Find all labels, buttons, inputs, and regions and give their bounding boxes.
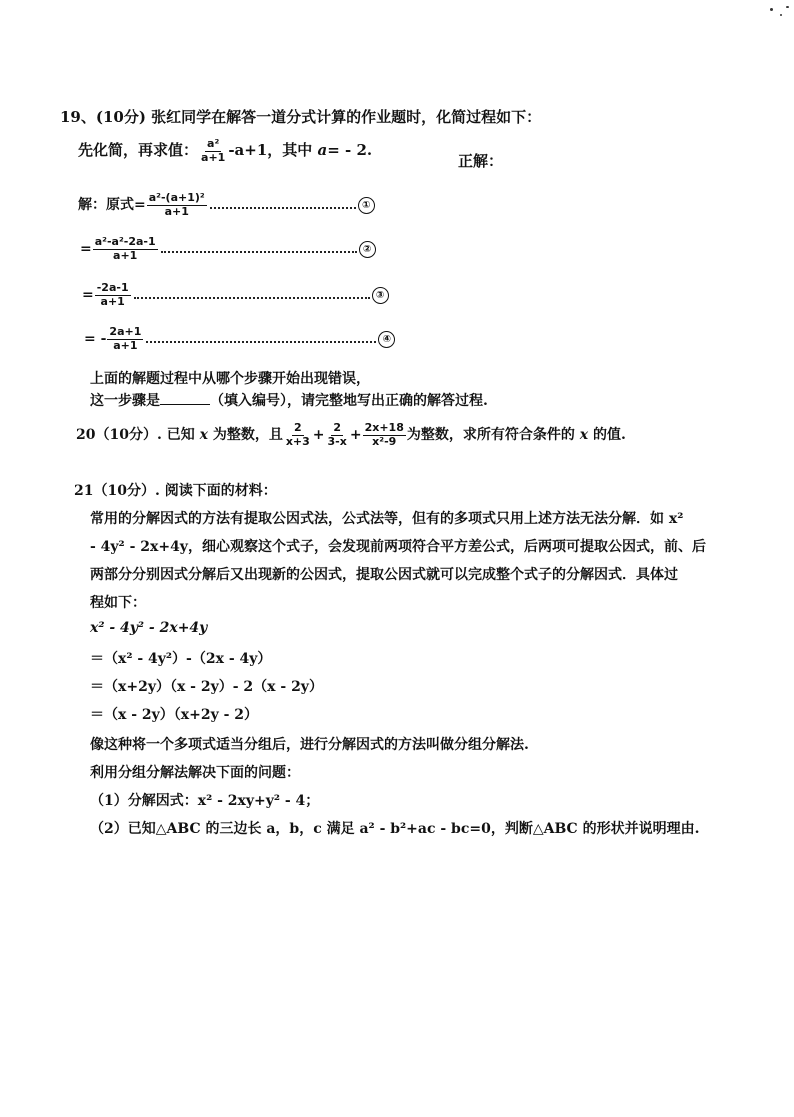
q20-suffix: 为整数，求所有符合条件的: [406, 427, 575, 444]
step-equals-minus: = -: [84, 331, 107, 348]
fraction-denominator: a+1: [201, 150, 226, 164]
scan-speck: [786, 6, 789, 8]
scan-speck: [780, 14, 782, 16]
fraction-denominator: x+3: [285, 434, 310, 448]
step-marker: ③: [372, 287, 389, 304]
q19-correct-label: 正解：: [458, 152, 504, 170]
q21-para-line4: 程如下：: [90, 595, 146, 611]
q20-mid: 为整数，且: [212, 427, 283, 444]
q19-question-line2: [90, 390, 488, 410]
q20-suffix-var: x: [579, 427, 589, 444]
q20-suffix-end: 的值.: [592, 427, 626, 444]
step-fraction: [147, 192, 207, 218]
step-equals: =: [80, 241, 92, 258]
q19-question-line1: 上面的解题过程中从哪个步骤开始出现错误，: [90, 371, 370, 387]
step-fraction: [95, 282, 131, 308]
fraction-numerator: 2: [333, 421, 342, 434]
q21-sub-2: （2）已知△ABC 的三边长 a，b，c 满足 a² - b²+ac - bc=0，判断△ABC 的形状并说明理由.: [90, 821, 700, 837]
fraction-denominator: 3-x: [327, 434, 347, 448]
q19-task-fraction: [199, 138, 227, 164]
q20-fraction-3: [363, 422, 406, 448]
answer-blank[interactable]: [160, 392, 210, 405]
q21-para-line2: - 4y² - 2x+4y，细心观察这个式子，会发现前两项符合平方差公式，后两项可提取公因式，前、后: [90, 539, 706, 555]
fraction-numerator: a²-a²-2a-1: [94, 235, 156, 248]
q21-eq-2: ＝（x² - 4y²）-（2x - 4y）: [90, 651, 272, 667]
leader-dots: [161, 251, 357, 253]
q20-fraction-2: [326, 422, 349, 448]
q19-task-var: a: [317, 141, 328, 160]
q21-use-note: 利用分组分解法解决下面的问题：: [90, 765, 300, 781]
q21-eq-3: ＝（x+2y）（x - 2y）- 2（x - 2y）: [90, 679, 323, 695]
scan-speck: [770, 8, 773, 11]
fraction-denominator: a+1: [113, 338, 138, 352]
solution-label: 解：原式=: [78, 197, 146, 214]
q19-question-text-b: （填入编号），请完整地写出正确的解答过程.: [210, 393, 488, 409]
step-marker: ②: [359, 241, 376, 258]
leader-dots: [146, 341, 376, 343]
q20-prefix: 20（10分）. 已知: [76, 427, 195, 444]
q19-header: 19、(10分) 张红同学在解答一道分式计算的作业题时，化简过程如下：: [60, 108, 542, 126]
fraction-denominator: a+1: [113, 248, 138, 262]
fraction-denominator: a+1: [100, 294, 125, 308]
fraction-numerator: -2a-1: [96, 281, 129, 294]
step-equals: =: [82, 287, 94, 304]
fraction-denominator: a+1: [164, 204, 189, 218]
q21-eq-4: ＝（x - 2y）（x+2y - 2）: [90, 707, 259, 723]
fraction-numerator: a²: [207, 137, 220, 150]
leader-dots: [210, 207, 356, 209]
q19-task: [78, 138, 372, 164]
q19-question-text-a: 这一步骤是: [90, 393, 160, 409]
step-marker: ①: [358, 197, 375, 214]
step-fraction: [93, 236, 158, 262]
q20-line: 20（10分）. 已知 x 为整数，且 $\frac{2}{x+3}$ + $\frac{2}{3-x}$ + $\frac{2x+18}{\text{x²-9}}$ 为整数，求所有符合条件的 x 的值.: [76, 421, 626, 448]
q19-task-prefix: 先化简，再求值：: [78, 141, 199, 160]
q19-step-1: [78, 192, 375, 218]
q19-step-3: [82, 282, 389, 308]
q21-header: 21（10分）. 阅读下面的材料：: [74, 483, 277, 499]
step-fraction: [107, 326, 143, 352]
fraction-numerator: 2a+1: [109, 325, 142, 338]
q19-step-4: [84, 326, 395, 352]
q19-step-2: [80, 236, 376, 262]
q21-method-note: 像这种将一个多项式适当分组后，进行分解因式的方法叫做分组分解法.: [90, 737, 529, 753]
fraction-numerator: a²-(a+1)²: [148, 191, 205, 204]
q21-sub-1: （1）分解因式：x² - 2xy+y² - 4；: [90, 793, 320, 809]
fraction-numerator: 2: [293, 421, 302, 434]
leader-dots: [134, 297, 370, 299]
q19-task-after-fraction: -a+1，其中: [228, 141, 313, 160]
q20-var: x: [199, 427, 208, 444]
q21-para-line3: 两部分分别因式分解后又出现新的公因式，提取公因式就可以完成整个式子的分解因式．具体过: [90, 567, 678, 583]
fraction-denominator: x²-9: [372, 434, 397, 448]
q21-para-line1: 常用的分解因式的方法有提取公因式法，公式法等，但有的多项式只用上述方法无法分解．如 x²: [90, 511, 684, 527]
q21-eq-1: x² - 4y² - 2x+4y: [90, 620, 208, 636]
q19-task-value: = - 2.: [327, 141, 373, 160]
step-marker: ④: [378, 331, 395, 348]
q20-fraction-1: [284, 422, 312, 448]
fraction-numerator: 2x+18: [364, 421, 404, 434]
